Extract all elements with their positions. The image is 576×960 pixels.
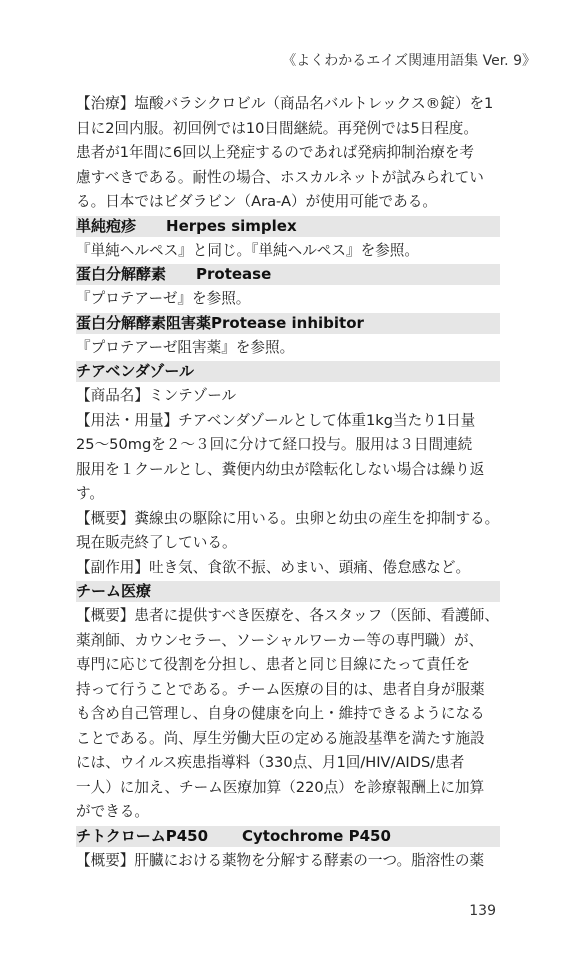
glossary-entry — [76, 826, 500, 874]
term-heading — [76, 313, 500, 334]
term-ja: 単純疱疹 — [76, 216, 137, 235]
glossary-entry — [76, 313, 500, 361]
text-line: ができる。 — [76, 803, 149, 820]
text-line: 【副作用】吐き気、食欲不振、めまい、頭痛、倦怠感など。 — [76, 558, 471, 576]
text-line: 一人）に加え、チーム医療加算（220点）を診療報酬上に加算 — [76, 778, 485, 796]
term-ja: チーム医療 — [76, 582, 152, 600]
term-ja: 蛋白分解酵素阻害薬 — [76, 313, 212, 332]
text-line: 服用を１クールとし、糞便内幼虫が陰転化しない場合は繰り返 — [76, 460, 485, 478]
text-line: る。日本ではビダラビン（Ara-A）が使用可能である。 — [76, 193, 437, 210]
text-line: 専門に応じて役割を分担し、患者と同じ目線にたって責任を — [76, 656, 471, 673]
text-line: 『単純ヘルペス』と同じ。『単純ヘルペス』を参照。 — [76, 241, 419, 259]
term-heading — [76, 264, 500, 285]
page-number: 139 — [469, 903, 496, 919]
text-line: 薬剤師、カウンセラー、ソーシャルワーカー等の専門職）が、 — [76, 631, 484, 649]
text-line: 【治療】塩酸バラシクロビル（商品名バルトレックス®錠）を1 — [76, 95, 494, 112]
glossary-content — [76, 92, 500, 873]
text-line: 現在販売終了している。 — [76, 534, 237, 551]
text-line: 持って行うことである。チーム医療の目的は、患者自身が服薬 — [76, 680, 485, 698]
text-line: も含め自己管理し、自身の健康を向上・維持できるようになる — [76, 705, 485, 722]
term-heading — [76, 216, 500, 237]
term-en: Cytochrome P450 — [242, 826, 391, 845]
intro-paragraph — [76, 92, 500, 215]
glossary-entry — [76, 361, 500, 580]
term-heading — [76, 361, 500, 382]
glossary-entry — [76, 216, 500, 264]
term-ja: チトクロームP450 — [76, 826, 209, 845]
text-line: 25～50mgを２～３回に分けて経口投与。服用は３日間連続 — [76, 436, 473, 453]
glossary-entry — [76, 264, 500, 312]
text-line: 【用法・用量】チアベンダゾールとして体重1kg当たり1日量 — [76, 411, 476, 429]
text-line: 【商品名】ミンテゾール — [76, 387, 237, 404]
term-en: Protease inhibitor — [211, 313, 364, 332]
text-line: 『プロテアーゼ阻害薬』を参照。 — [76, 338, 295, 356]
text-line: ことである。尚、厚生労働大臣の定める施設基準を満たす施設 — [76, 729, 485, 747]
text-line: には、ウイルス疾患指導料（330点、月1回/HIV/AIDS/患者 — [76, 754, 465, 771]
term-en: Herpes simplex — [166, 216, 297, 235]
glossary-entry — [76, 581, 500, 825]
text-line: 『プロテアーゼ』を参照。 — [76, 290, 251, 307]
term-ja: 蛋白分解酵素 — [76, 265, 167, 283]
text-line: 慮すべきである。耐性の場合、ホスカルネットが試みられてい — [76, 168, 484, 186]
text-line: 【概要】肝臓における薬物を分解する酵素の一つ。脂溶性の薬 — [76, 851, 485, 869]
term-heading — [76, 581, 500, 602]
text-line: 日に2回内服。初回例では10日間継続。再発例では5日程度。 — [76, 119, 478, 137]
term-en: Protease — [196, 265, 272, 283]
text-line: 【概要】糞線虫の駆除に用いる。虫卵と幼虫の産生を抑制する。 — [76, 509, 500, 527]
running-header: 《よくわかるエイズ関連用語集 Ver. 9》 — [282, 53, 536, 69]
text-line: す。 — [76, 485, 105, 502]
term-ja: チアベンダゾール — [76, 362, 195, 380]
text-line: 患者が1年間に6回以上発症するのであれば発病抑制治療を考 — [76, 144, 475, 161]
text-line: 【概要】患者に提供すべき医療を、各スタッフ（医師、看護師、 — [76, 607, 499, 624]
term-heading — [76, 826, 500, 847]
